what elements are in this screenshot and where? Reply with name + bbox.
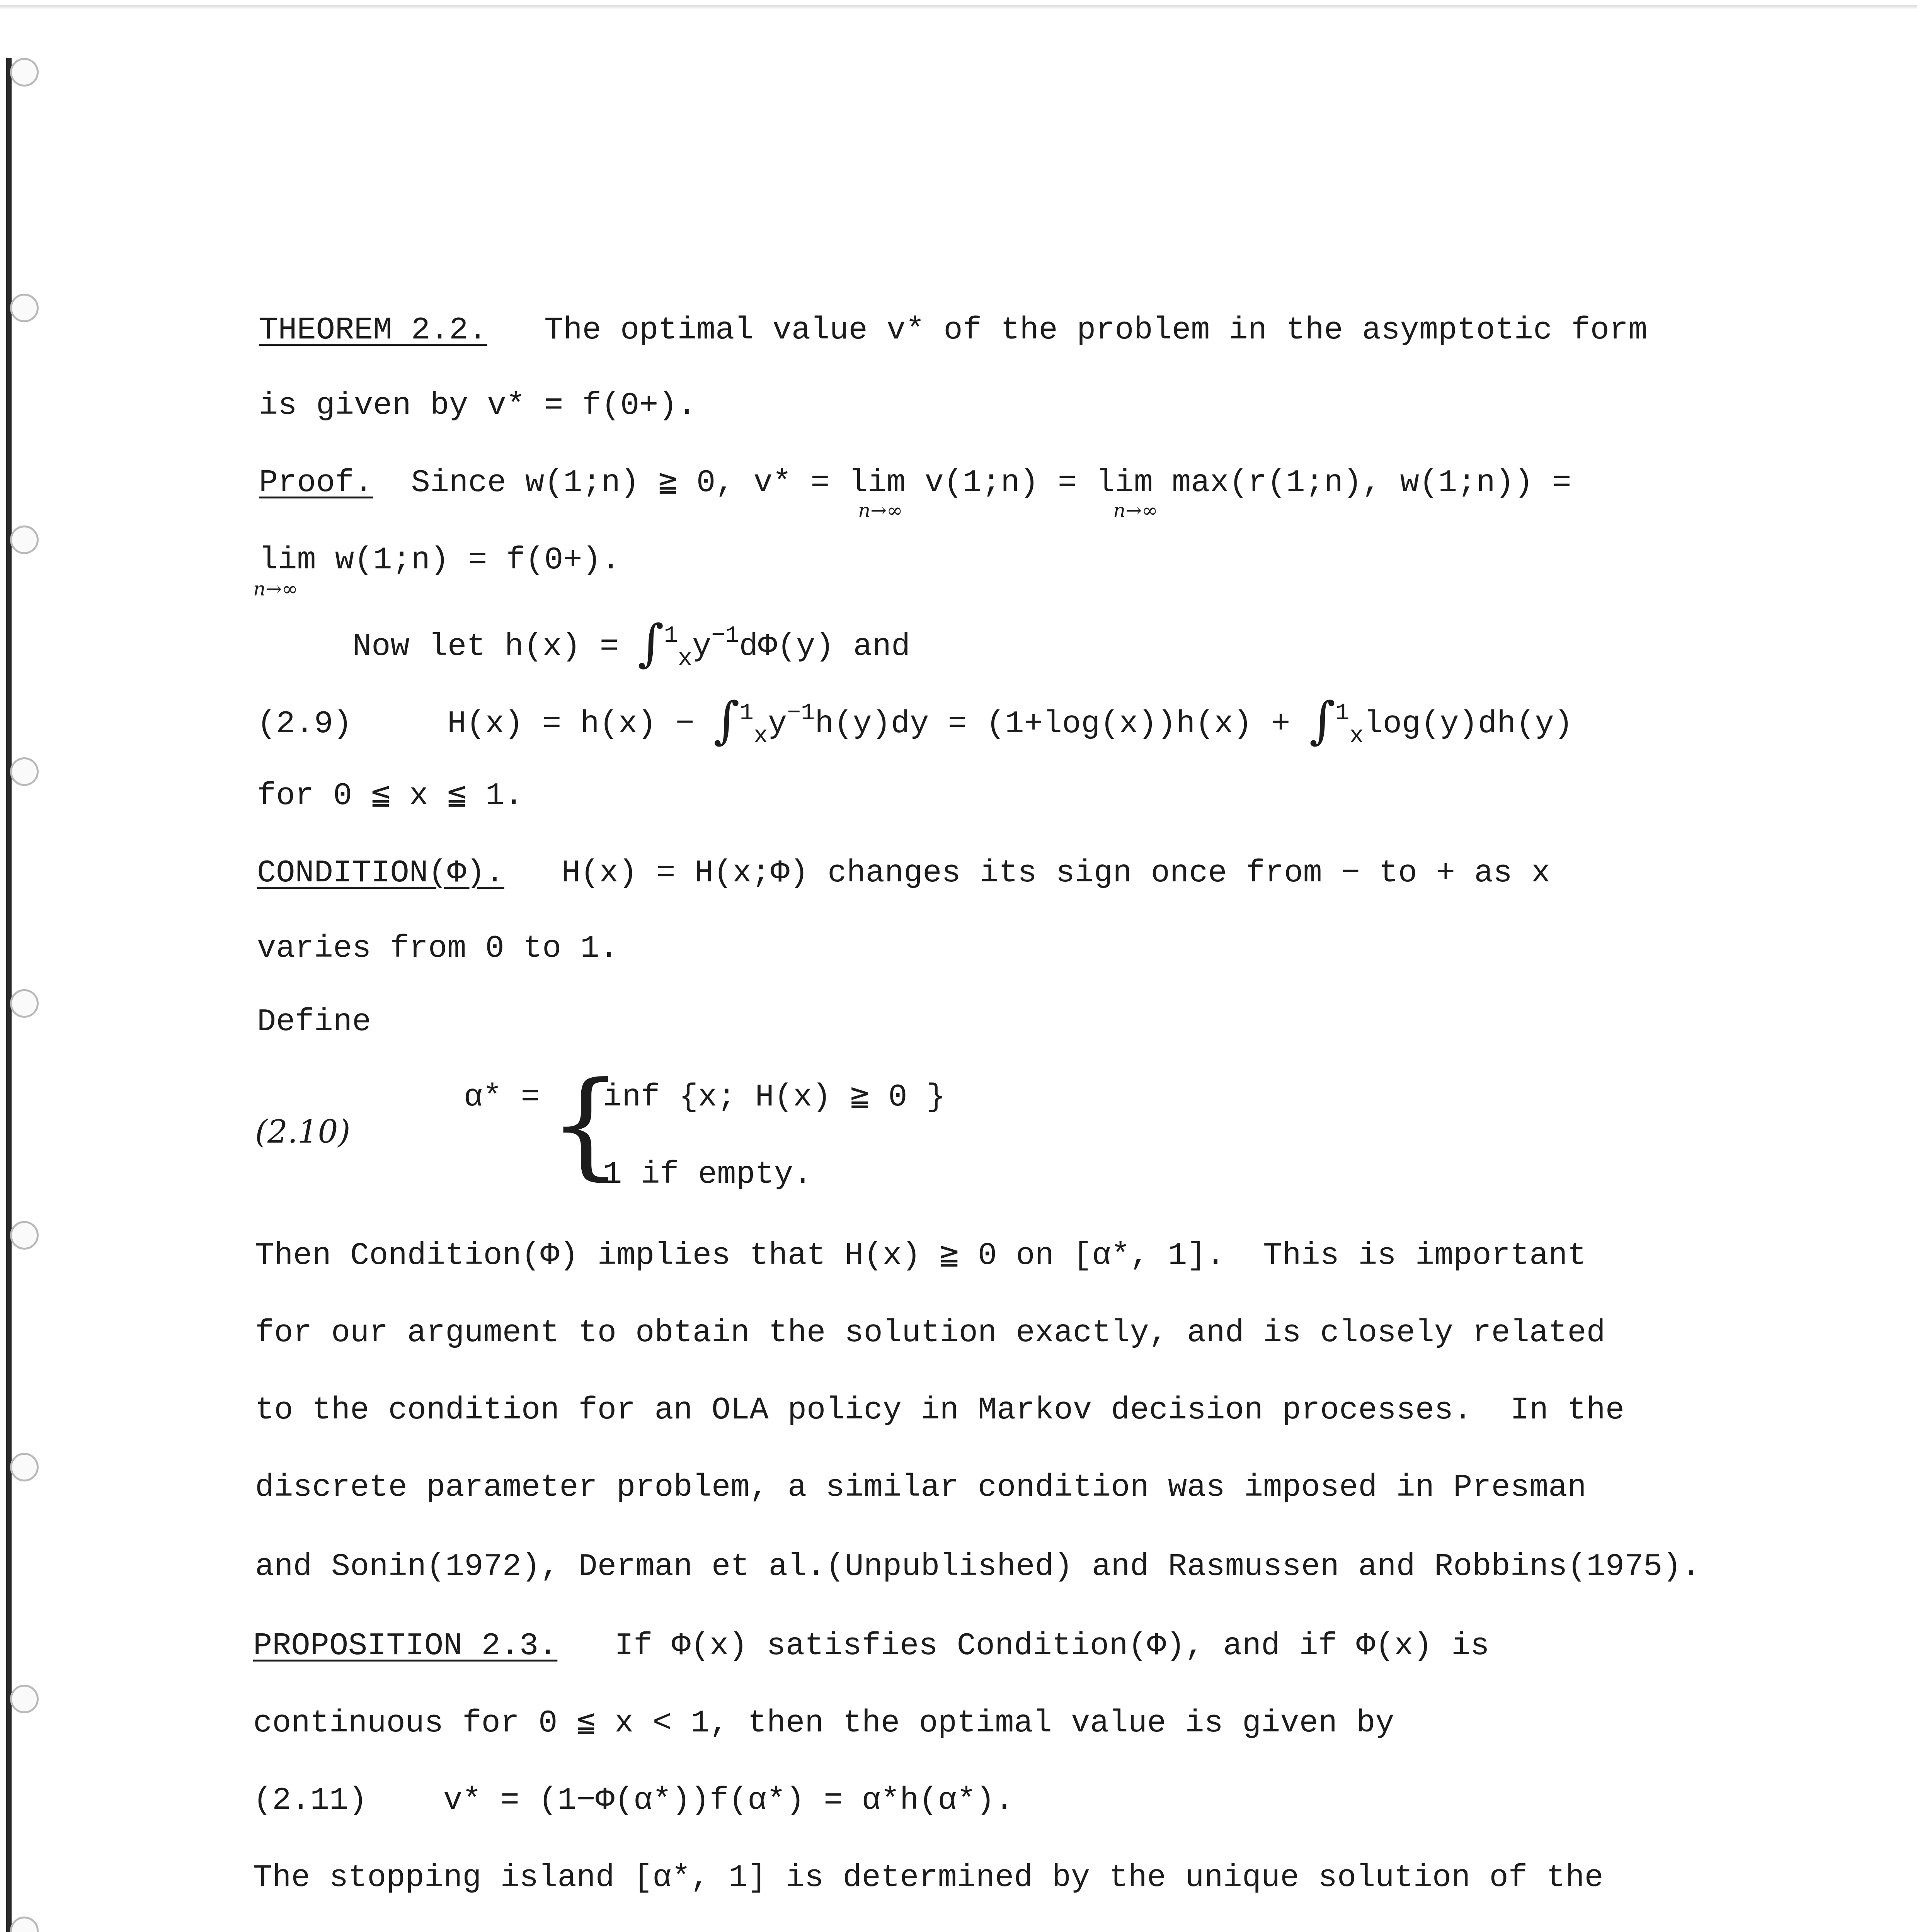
- define-label: Define: [257, 1004, 371, 1040]
- proof-label: Proof.: [259, 465, 373, 501]
- punch-hole: [10, 1917, 39, 1932]
- equation-number: (2.11): [253, 1782, 368, 1818]
- paragraph-line: discrete parameter problem, a similar condition was imposed in Presman: [255, 1469, 1587, 1505]
- punch-hole: [10, 989, 39, 1018]
- integral-sign: ∫: [1309, 691, 1336, 750]
- proof-text: lim w(1;n) = f(0+).: [259, 542, 620, 578]
- equation-number: (2.9): [257, 706, 352, 742]
- theorem-line-1: [259, 311, 1647, 350]
- proposition-line-1: PROPOSITION 2.3. If Φ(x) satisfies Condition(Φ), and if Φ(x) is: [253, 1628, 1490, 1664]
- punch-holes: [10, 0, 45, 1932]
- limit-subscript: n→∞: [858, 499, 903, 522]
- integral-lower-limit: x: [678, 645, 693, 672]
- paragraph-line: for our argument to obtain the solution exactly, and is closely related: [255, 1315, 1605, 1351]
- case-inf: inf {x; H(x) ≧ 0 }: [603, 1079, 945, 1115]
- proposition-label: PROPOSITION 2.3.: [253, 1628, 558, 1664]
- h-definition: Now let $h(x) = \int^1_xy^{-1}d\Phi(y)$ and: [352, 614, 911, 672]
- paragraph-line: Then Condition(Φ) implies that H(x) ≧ 0 on [α*, 1]. This is important: [255, 1238, 1587, 1274]
- proof-text: Since w(1;n) ≧ 0, v* = lim v(1;n) = lim max(r(1;n), w(1;n)) =: [411, 465, 1571, 501]
- integral-upper-limit: 1: [664, 623, 678, 649]
- paragraph-line: to the condition for an OLA policy in Markov decision processes. In the: [255, 1392, 1624, 1428]
- punch-hole: [10, 757, 39, 786]
- theorem-label: THEOREM 2.2.: [259, 312, 487, 348]
- proof-line-1: [259, 464, 1571, 502]
- condition-line-2: varies from 0 to 1.: [257, 930, 618, 966]
- alpha-star-lhs: α* =: [464, 1079, 540, 1115]
- punch-hole: [10, 294, 39, 322]
- proposition-line-2: continuous for 0 ≦ x < 1, then the optimal value is given by: [253, 1705, 1394, 1741]
- punch-hole: [10, 1221, 39, 1250]
- integral-sign: ∫: [638, 614, 664, 672]
- page-top-edge: [0, 5, 1917, 9]
- left-brace: {: [549, 1057, 623, 1192]
- punch-hole: [10, 1453, 39, 1481]
- theorem-text: The optimal value v* of the problem in the asymptotic form: [544, 312, 1648, 348]
- theorem-line-2: [259, 386, 696, 425]
- island-line-1: The stopping island [α*, 1] is determined by the unique solution of the: [253, 1860, 1604, 1896]
- equation-2-11: (2.11) v* = (1−Φ(α*))f(α*) = α*h(α*).: [253, 1782, 1014, 1818]
- paragraph-line: and Sonin(1972), Derman et al.(Unpublished) and Rasmussen and Robbins(1975).: [255, 1549, 1701, 1585]
- punch-hole: [10, 58, 39, 87]
- limit-subscript: n→∞: [253, 578, 298, 600]
- punch-hole: [10, 526, 39, 554]
- condition-line-1: CONDITION(Φ). H(x) = H(x;Φ) changes its sign once from − to + as x: [257, 855, 1551, 891]
- proof-line-2: [259, 541, 620, 580]
- integral-sign: ∫: [713, 691, 740, 750]
- equation-number: (2.10): [255, 1114, 351, 1150]
- condition-label: CONDITION(Φ).: [257, 855, 504, 891]
- limit-subscript: n→∞: [1113, 499, 1158, 522]
- range-line: for 0 ≦ x ≦ 1.: [257, 778, 524, 814]
- theorem-text: is given by v* = f(0+).: [259, 388, 696, 423]
- case-empty: 1 if empty.: [603, 1156, 812, 1192]
- equation-2-9: (2.9) $H(x) = h(x) - \int^1_xy^{-1}h(y)dy = (1+\log(x))h(x) + \int^1_x\log(y)dh(y)$: [257, 691, 1573, 750]
- punch-hole: [10, 1685, 39, 1713]
